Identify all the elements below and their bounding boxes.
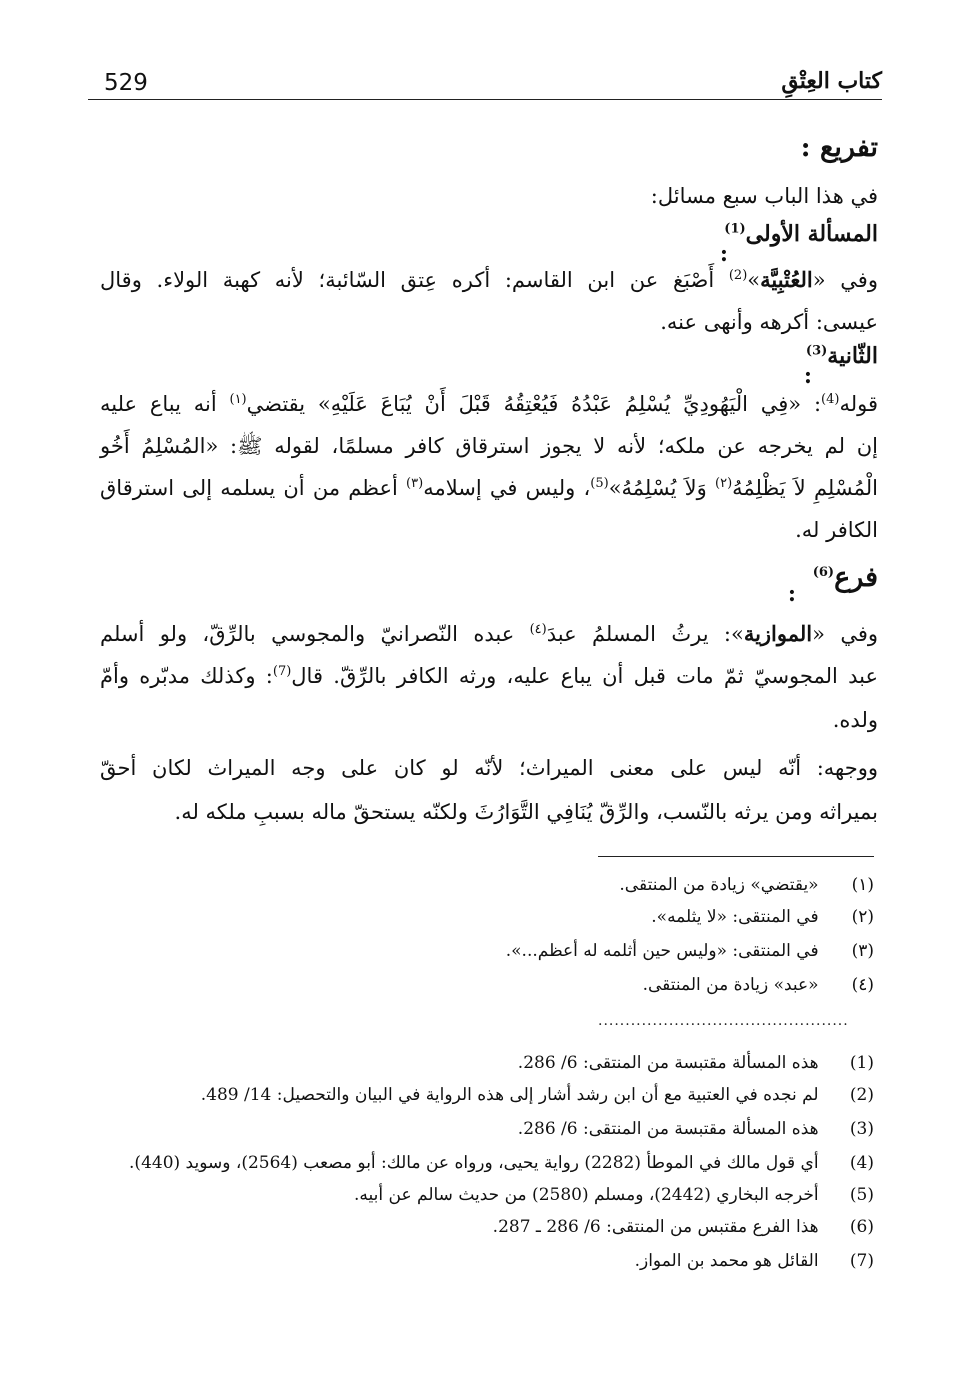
footnote-ref: (٤) — [529, 622, 547, 637]
paragraph-line: الكافر له. — [795, 518, 878, 542]
footnote-text: «عبد» زيادة من المنتقى. — [642, 975, 819, 995]
paragraph-line: ووجهه: أنّه ليس على معنى الميراث؛ لأنّه لو كان على وجه الميراث لكان أحقّ — [100, 756, 879, 780]
footnote-ref: (٣) — [406, 476, 424, 491]
masala2-colon: : — [803, 363, 812, 389]
heading-tafri: تفريع : — [800, 132, 878, 163]
footnote-number: (4) — [849, 1153, 874, 1173]
intro-line: في هذا الباب سبع مسائل: — [650, 184, 878, 208]
footnote-number: (3) — [849, 1119, 874, 1139]
source-name-mawaziyya: الموازية — [743, 621, 813, 646]
paragraph-line: الْمُسْلِمِ لاَ يَظْلِمُهُ$^{(٢)}$ وَلاَ يُسْلِمُهُ»$^{(5)}$، وليس في إسلامه$^{(٣)}$ أعظم من أن يسلمه إلى استرقاق — [100, 476, 878, 500]
masala2-title: الثّانية — [827, 343, 878, 369]
footnote-text: «يقتضي» زيادة من المنتقى. — [619, 875, 819, 895]
footnote-item — [90, 872, 874, 898]
footnote-number: (7) — [849, 1251, 874, 1271]
footnote-text: هذه المسألة مقتبسة من المنتقى: 6/ 286. — [517, 1119, 819, 1139]
footnote-ref: (2) — [728, 268, 748, 283]
footnote-ref: (3) — [805, 343, 828, 359]
footnote-number: (6) — [849, 1217, 874, 1237]
footnote-ref: (5) — [590, 476, 609, 491]
page-number: 529 — [104, 70, 148, 96]
footnote-number: (١) — [851, 875, 874, 895]
footnote-ref: (1) — [724, 221, 746, 237]
paragraph-line: وفي «العُتْبِيَّة»$^{(2)}$ أَصْبَغ عن ابن القاسم: أكره عِتق السّائبة؛ لأنه كهبة الولاء. وقال — [100, 267, 878, 292]
paragraph-line: إن لم يخرجه عن ملكه؛ لأنه لا يجوز استرقاق كافر مسلمًا، لقوله ﷺ: «المُسْلِمُ أَخُو — [100, 434, 878, 458]
footnote-text: القائل هو محمد بن المواز. — [634, 1251, 819, 1271]
footnote-item — [90, 1248, 874, 1274]
footnote-text: في المنتقى: «لا يثلمه». — [651, 907, 819, 927]
paragraph-line: عبد المجوسيّ ثمّ مات قبل أن يباع عليه، ورثه الكافر بالرِّقّ. قال$^{(7)}$: وكذلك مدبّره وأمّ — [100, 664, 878, 688]
footnote-item — [90, 1150, 874, 1176]
masala1-colon: : — [719, 241, 728, 267]
far-colon: : — [787, 581, 796, 607]
footnote-text: أخرجه البخاري (2442)، ومسلم (2580) من حديث سالم عن أبيه. — [354, 1185, 819, 1205]
footnote-number: (٣) — [851, 941, 874, 961]
footnote-item — [90, 972, 874, 998]
book-title: كتاب العِتْقِ — [781, 68, 882, 94]
footnote-number: (5) — [849, 1185, 874, 1205]
footnote-ref: (6) — [812, 565, 835, 580]
footnote-item — [90, 1182, 874, 1208]
footnote-number: (٤) — [851, 975, 874, 995]
footnote-item — [90, 1082, 874, 1108]
footnote-text: في المنتقى: «وليس حين أثلمه له أعظم...». — [505, 941, 819, 961]
footnote-text: أي قول مالك في الموطأ (2282) رواية يحيى، ورواه عن مالك: أبو مصعب (2564)، وسويد (440). — [129, 1153, 819, 1173]
footnote-text: هذا الفرع مقتبس من المنتقى: 6/ 286 ـ 287. — [492, 1217, 819, 1237]
footnote-ref: (١) — [229, 392, 247, 407]
footnote-ref: (4) — [821, 392, 840, 407]
source-name-utbiyya: العُتْبِيَّة — [760, 267, 813, 292]
footnote-number: (٢) — [851, 907, 874, 927]
footnote-text: هذه المسألة مقتبسة من المنتقى: 6/ 286. — [517, 1053, 819, 1073]
footnote-dotted-separator: .............................................. — [598, 1014, 849, 1028]
footnote-item — [90, 1116, 874, 1142]
footnote-item — [90, 1214, 874, 1240]
footnote-number: (1) — [849, 1053, 874, 1073]
far-title: فرع — [834, 562, 878, 593]
paragraph-line: ولده. — [832, 708, 878, 732]
footnote-text: لم نجده في العتبية مع أن ابن رشد أشار إلى هذه الرواية في البيان والتحصيل: 14/ 489. — [200, 1085, 819, 1105]
footnote-ref: (٢) — [715, 476, 733, 491]
footnote-ref: (7) — [272, 664, 292, 679]
paragraph-line: عيسى: أكرهه وأنهى عنه. — [660, 310, 878, 334]
masala1-title: المسألة الأولى — [745, 221, 878, 247]
footnote-separator — [598, 856, 874, 857]
footnote-item — [90, 904, 874, 930]
footnote-number: (2) — [849, 1085, 874, 1105]
paragraph-line: وفي «الموازية»: يرثُ المسلمُ عبدَ$^{(٤)}$ عبده النّصرانيّ والمجوسي بالرِّقّ، ولو أسلم — [100, 621, 879, 646]
paragraph-line: بميراثه ومن يرثه بالنّسب، والرِّقّ يُنَافِي التَّوَارُثَ ولكنّه يستحقّ ماله بسببِ ملكه له. — [174, 800, 878, 824]
main-text-continued — [100, 0, 878, 860]
footnote-item — [90, 938, 874, 964]
paragraph-line: قوله$^{(4)}$: «فِي الْيَهُودِيِّ يُسْلِمُ عَبْدُهُ فَيُعْتِقُهُ قَبْلَ أَنْ يُبَاعَ عَلَيْهِ» يقتضي$^{(١)}$ أنه يباع عليه — [100, 392, 878, 416]
footnote-item — [90, 1050, 874, 1076]
